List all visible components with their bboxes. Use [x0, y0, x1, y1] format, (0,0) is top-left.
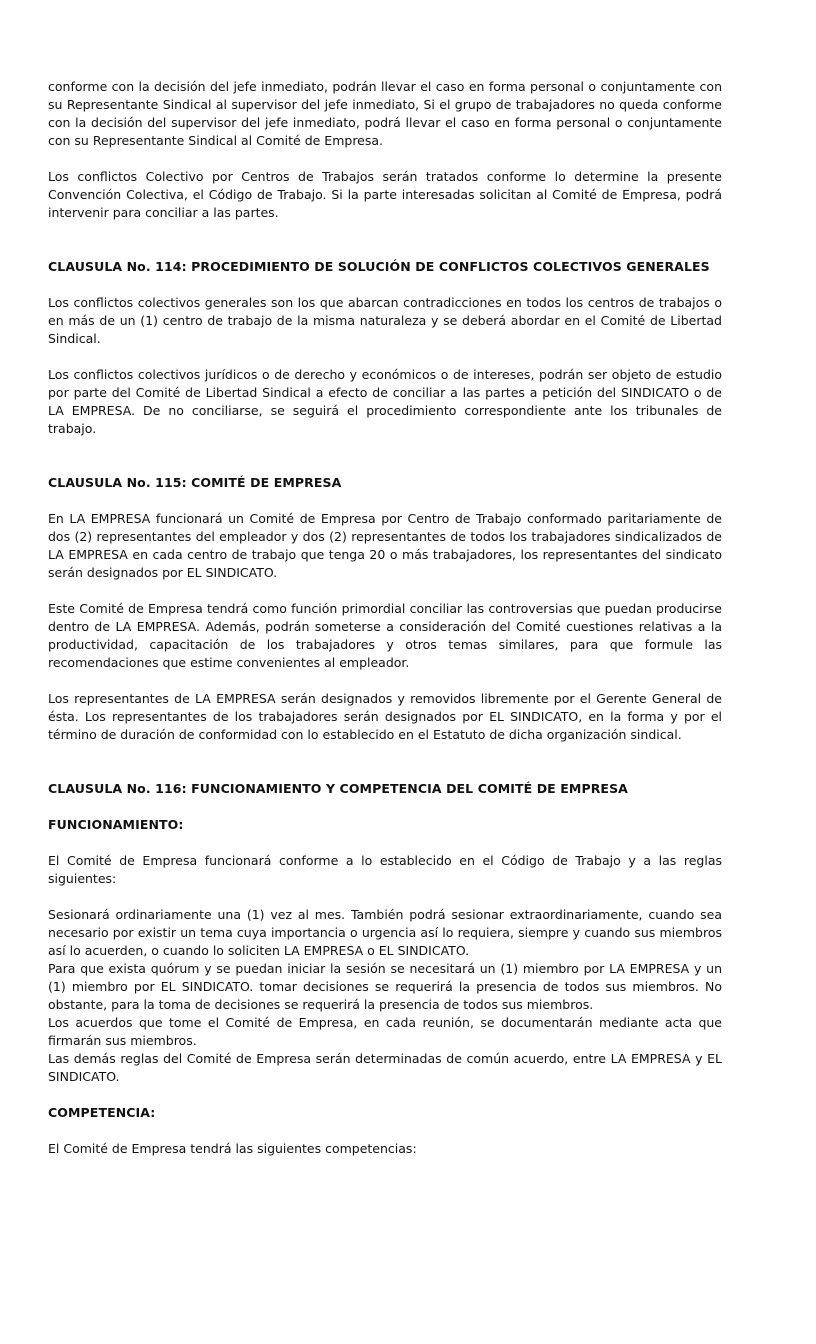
paragraph: conforme con la decisión del jefe inmediato, podrán llevar el caso en forma personal o conjuntamente con su Representante Sindical al supervisor del jefe inmediato, Si el grupo de trabajadores no queda conforme con la decisión del supervisor del jefe inmediato, podrá llevar el caso en forma personal o conjuntamente con su Representante Sindical al Comité de Empresa.	[48, 79, 722, 148]
clause-116-heading: CLAUSULA No. 116: FUNCIONAMIENTO Y COMPETENCIA DEL COMITÉ DE EMPRESA	[48, 781, 628, 796]
paragraph: Este Comité de Empresa tendrá como función primordial conciliar las controversias que puedan producirse dentro de LA EMPRESA. Además, podrán someterse a consideración del Comité cuestiones relativas a la productividad, capacitación de los trabajadores y otros temas similares, para que formule las recomendaciones que estime convenientes al empleador.	[48, 601, 722, 670]
paragraph: El Comité de Empresa funcionará conforme a lo establecido en el Código de Trabajo y a las reglas siguientes:	[48, 853, 722, 886]
paragraph: El Comité de Empresa tendrá las siguientes competencias:	[48, 1141, 417, 1156]
funcionamiento-heading: FUNCIONAMIENTO:	[48, 817, 184, 832]
paragraph: Las demás reglas del Comité de Empresa serán determinadas de común acuerdo, entre LA EMPRESA y EL SINDICATO.	[48, 1051, 722, 1084]
paragraph: Los conflictos colectivos generales son los que abarcan contradicciones en todos los centros de trabajos o en más de un (1) centro de trabajo de la misma naturaleza y se deberá abordar en el Comité de Libertad Sindical.	[48, 295, 722, 346]
clause-114-heading: CLAUSULA No. 114: PROCEDIMIENTO DE SOLUCIÓN DE CONFLICTOS COLECTIVOS GENERALES	[48, 259, 710, 274]
competencia-heading: COMPETENCIA:	[48, 1105, 156, 1120]
paragraph: En LA EMPRESA funcionará un Comité de Empresa por Centro de Trabajo conformado paritariamente de dos (2) representantes del empleador y dos (2) representantes de todos los trabajadores sindicalizados de LA EMPRESA en cada centro de trabajo que tenga 20 o más trabajadores, los representantes del sindicato serán designados por EL SINDICATO.	[48, 511, 722, 580]
document-page	[48, 78, 722, 1158]
paragraph: Los conflictos Colectivo por Centros de Trabajos serán tratados conforme lo determine la presente Convención Colectiva, el Código de Trabajo. Si la parte interesadas solicitan al Comité de Empresa, podrá intervenir para conciliar a las partes.	[48, 169, 722, 220]
paragraph: Sesionará ordinariamente una (1) vez al mes. También podrá sesionar extraordinariamente, cuando sea necesario por existir un tema cuya importancia o urgencia así lo requiera, siempre y cuando sus miembros así lo acuerden, o cuando lo soliciten LA EMPRESA o EL SINDICATO.	[48, 907, 722, 958]
clause-115-heading: CLAUSULA No. 115: COMITÉ DE EMPRESA	[48, 475, 342, 490]
paragraph: Para que exista quórum y se puedan iniciar la sesión se necesitará un (1) miembro por LA EMPRESA y un (1) miembro por EL SINDICATO. tomar decisiones se requerirá la presencia de todos sus miembros. No obstante, para la toma de decisiones se requerirá la presencia de todos sus miembros.	[48, 961, 722, 1012]
paragraph: Los representantes de LA EMPRESA serán designados y removidos libremente por el Gerente General de ésta. Los representantes de los trabajadores serán designados por EL SINDICATO, en la forma y por el término de duración de conformidad con lo establecido en el Estatuto de dicha organización sindical.	[48, 691, 722, 742]
paragraph: Los acuerdos que tome el Comité de Empresa, en cada reunión, se documentarán mediante acta que firmarán sus miembros.	[48, 1015, 722, 1048]
paragraph: Los conflictos colectivos jurídicos o de derecho y económicos o de intereses, podrán ser objeto de estudio por parte del Comité de Libertad Sindical a efecto de conciliar a las partes a petición del SINDICATO o de LA EMPRESA. De no conciliarse, se seguirá el procedimiento correspondiente ante los tribunales de trabajo.	[48, 367, 722, 436]
